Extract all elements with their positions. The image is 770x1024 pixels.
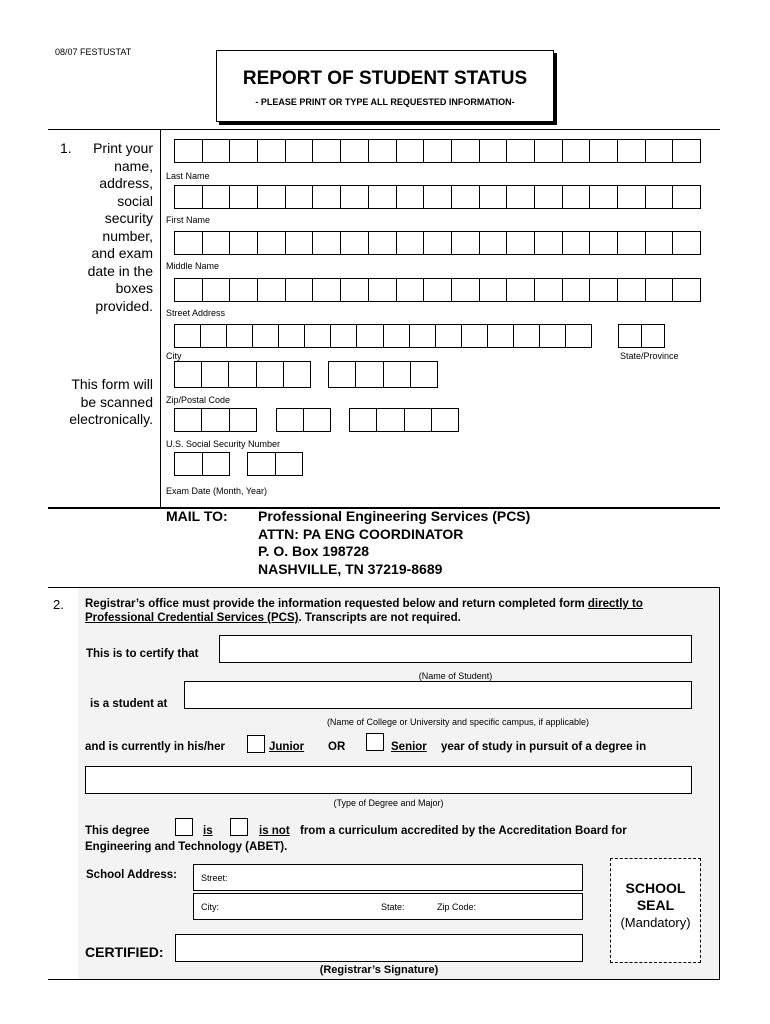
character-box[interactable]: [535, 232, 563, 254]
character-box[interactable]: [253, 325, 279, 347]
instruction-line: social: [117, 192, 153, 209]
character-box[interactable]: [673, 140, 700, 162]
character-box[interactable]: [202, 362, 229, 387]
intro-transcripts: . Transcripts are not required.: [298, 612, 461, 624]
character-box[interactable]: [673, 232, 700, 254]
character-box[interactable]: [203, 453, 230, 475]
intro-directly: directly to: [587, 598, 643, 610]
character-box[interactable]: [377, 409, 404, 431]
character-box[interactable]: [642, 325, 664, 347]
mail-line: ATTN: PA ENG COORDINATOR: [258, 525, 464, 542]
mail-line: NASHVILLE, TN 37219-8689: [258, 560, 443, 577]
character-box[interactable]: [202, 409, 229, 431]
character-box[interactable]: [646, 140, 674, 162]
page-subtitle: - PLEASE PRINT OR TYPE ALL REQUESTED INFORMATION-: [255, 97, 515, 107]
street-label: Street:: [201, 873, 228, 883]
character-box[interactable]: [276, 453, 303, 475]
is-not-label: is not: [259, 825, 290, 837]
is-label: is: [203, 825, 213, 837]
character-box[interactable]: [397, 186, 425, 208]
street-address-boxes[interactable]: [174, 278, 701, 302]
instruction-line: security: [104, 210, 153, 226]
character-box[interactable]: [452, 186, 480, 208]
character-box[interactable]: [369, 232, 397, 254]
intro-text: Registrar’s office must provide the information requested below and return completed form: [85, 598, 588, 610]
character-box[interactable]: [341, 140, 369, 162]
character-box[interactable]: [175, 453, 203, 475]
ssn-boxes-part1[interactable]: [174, 408, 257, 432]
character-box[interactable]: [507, 140, 535, 162]
character-box[interactable]: [313, 232, 341, 254]
character-box[interactable]: [203, 186, 231, 208]
character-box[interactable]: [480, 186, 508, 208]
exam-year-boxes[interactable]: [247, 452, 303, 476]
character-box[interactable]: [230, 279, 258, 301]
character-box[interactable]: [356, 362, 383, 387]
character-box[interactable]: [175, 409, 202, 431]
currently-text: and is currently in his/her: [85, 741, 225, 753]
character-box[interactable]: [279, 325, 305, 347]
degree-this-text: This degree: [85, 825, 150, 837]
school-street-field[interactable]: [193, 864, 583, 891]
character-box[interactable]: [646, 186, 674, 208]
seal-line2: SEAL: [636, 897, 675, 913]
character-box[interactable]: [313, 140, 341, 162]
character-box[interactable]: [424, 186, 452, 208]
exam-date-label: Exam Date (Month, Year): [166, 486, 268, 496]
abet-line1: from a curriculum accredited by the Accreditation Board for: [300, 825, 627, 837]
section2-intro: [85, 597, 715, 625]
character-box[interactable]: [357, 325, 383, 347]
character-box[interactable]: [304, 409, 330, 431]
character-box[interactable]: [480, 232, 508, 254]
character-box[interactable]: [563, 140, 591, 162]
character-box[interactable]: [201, 325, 227, 347]
character-box[interactable]: [230, 186, 258, 208]
senior-label: Senior: [391, 741, 427, 753]
character-box[interactable]: [590, 140, 618, 162]
character-box[interactable]: [590, 279, 618, 301]
abet-line2: Engineering and Technology (ABET).: [85, 841, 288, 853]
ssn-label: U.S. Social Security Number: [166, 439, 281, 449]
character-box[interactable]: [619, 325, 642, 347]
character-box[interactable]: [646, 279, 674, 301]
character-box[interactable]: [203, 140, 231, 162]
exam-month-boxes[interactable]: [174, 452, 230, 476]
zip-field-label: Zip Code:: [437, 902, 477, 912]
character-box[interactable]: [480, 279, 508, 301]
character-box[interactable]: [535, 140, 563, 162]
character-box[interactable]: [258, 186, 286, 208]
instruction-line: and exam: [91, 245, 153, 261]
character-box[interactable]: [384, 362, 411, 387]
certify-label: This is to certify that: [86, 648, 199, 660]
character-box[interactable]: [277, 409, 304, 431]
scan-note: [40, 376, 153, 436]
city-label: City: [166, 351, 182, 361]
registrar-signature-field[interactable]: [175, 934, 583, 962]
is-checkbox[interactable]: [175, 818, 193, 836]
zip-boxes-part1[interactable]: [174, 361, 311, 388]
character-box[interactable]: [175, 186, 203, 208]
character-box[interactable]: [673, 186, 700, 208]
character-box[interactable]: [175, 279, 203, 301]
character-box[interactable]: [535, 279, 563, 301]
street-address-label: Street Address: [166, 308, 226, 318]
character-box[interactable]: [563, 232, 591, 254]
section2-number: 2.: [53, 597, 64, 612]
year-text: year of study in pursuit of a degree in: [441, 741, 647, 753]
character-box[interactable]: [507, 279, 535, 301]
character-box[interactable]: [203, 279, 231, 301]
character-box[interactable]: [258, 279, 286, 301]
character-box[interactable]: [673, 279, 700, 301]
certified-label: CERTIFIED:: [85, 944, 164, 960]
character-box[interactable]: [341, 186, 369, 208]
ssn-boxes-part2[interactable]: [276, 408, 331, 432]
college-caption: (Name of College or University and specific campus, if applicable): [326, 717, 590, 727]
character-box[interactable]: [397, 279, 425, 301]
section1-instructions: [60, 140, 153, 340]
seal-line1: SCHOOL: [625, 880, 686, 896]
character-box[interactable]: [248, 453, 276, 475]
seal-line3: (Mandatory): [620, 915, 691, 930]
character-box[interactable]: [397, 232, 425, 254]
page-title: REPORT OF STUDENT STATUS: [242, 68, 528, 89]
character-box[interactable]: [384, 325, 410, 347]
instruction-line: provided.: [95, 297, 153, 314]
character-box[interactable]: [350, 409, 377, 431]
instruction-line: Print your: [93, 140, 153, 156]
scan-note-line: electronically.: [69, 411, 153, 427]
section1-divider: [160, 129, 161, 507]
character-box[interactable]: [341, 279, 369, 301]
state-boxes[interactable]: [618, 324, 665, 348]
section2-gutter: [48, 587, 78, 980]
character-box[interactable]: [286, 140, 314, 162]
city-boxes[interactable]: [174, 324, 592, 348]
middle-name-label: Middle Name: [166, 261, 220, 271]
senior-checkbox[interactable]: [366, 733, 384, 751]
character-box[interactable]: [369, 279, 397, 301]
character-box[interactable]: [618, 186, 646, 208]
character-box[interactable]: [331, 325, 357, 347]
character-box[interactable]: [566, 325, 591, 347]
character-box[interactable]: [341, 232, 369, 254]
signature-caption: (Registrar’s Signature): [319, 964, 439, 976]
character-box[interactable]: [424, 140, 452, 162]
character-box[interactable]: [203, 232, 231, 254]
character-box[interactable]: [590, 186, 618, 208]
character-box[interactable]: [618, 140, 646, 162]
degree-field[interactable]: [85, 766, 692, 794]
character-box[interactable]: [452, 279, 480, 301]
character-box[interactable]: [405, 409, 432, 431]
character-box[interactable]: [563, 186, 591, 208]
character-box[interactable]: [590, 232, 618, 254]
character-box[interactable]: [175, 362, 202, 387]
student-name-caption: (Name of Student): [418, 671, 493, 681]
character-box[interactable]: [410, 325, 436, 347]
character-box[interactable]: [397, 140, 425, 162]
school-address-label: School Address:: [86, 869, 177, 881]
character-box[interactable]: [424, 279, 452, 301]
character-box[interactable]: [230, 232, 258, 254]
character-box[interactable]: [257, 362, 284, 387]
instruction-line: address,: [99, 175, 153, 191]
character-box[interactable]: [618, 279, 646, 301]
character-box[interactable]: [462, 325, 488, 347]
header-box: [216, 50, 554, 122]
character-box[interactable]: [230, 140, 258, 162]
character-box[interactable]: [514, 325, 540, 347]
school-seal-box: [610, 858, 701, 963]
school-city-field[interactable]: [193, 893, 583, 920]
form-code: 08/07 FESTUSTAT: [55, 47, 132, 57]
character-box[interactable]: [488, 325, 514, 347]
instruction-line: number,: [102, 227, 153, 244]
city-field-label: City:: [201, 902, 219, 912]
instruction-line: date in the: [87, 262, 153, 279]
student-name-field[interactable]: [219, 635, 692, 663]
degree-caption: (Type of Degree and Major): [333, 798, 444, 808]
intro-pcs: Professional Credential Services (PCS): [85, 612, 299, 624]
character-box[interactable]: [286, 279, 314, 301]
character-box[interactable]: [305, 325, 331, 347]
character-box[interactable]: [258, 232, 286, 254]
character-box[interactable]: [227, 325, 253, 347]
section1-number: 1.: [60, 140, 72, 156]
character-box[interactable]: [175, 325, 201, 347]
instruction-line: name,: [114, 157, 153, 174]
first-name-label: First Name: [166, 215, 211, 225]
junior-checkbox[interactable]: [247, 735, 265, 753]
mail-line: Professional Engineering Services (PCS): [258, 508, 531, 524]
mail-to-label: MAIL TO:: [166, 508, 228, 524]
ssn-boxes-part3[interactable]: [349, 408, 459, 432]
state-label: State/Province: [620, 351, 679, 361]
character-box[interactable]: [563, 279, 591, 301]
college-field[interactable]: [184, 681, 692, 709]
character-box[interactable]: [313, 186, 341, 208]
character-box[interactable]: [286, 186, 314, 208]
section1-top-rule: [48, 129, 720, 130]
character-box[interactable]: [369, 186, 397, 208]
instruction-line: boxes: [115, 280, 153, 296]
character-box[interactable]: [230, 409, 256, 431]
is-not-checkbox[interactable]: [230, 818, 248, 836]
character-box[interactable]: [452, 232, 480, 254]
state-field-label: State:: [381, 902, 405, 912]
character-box[interactable]: [480, 140, 508, 162]
scan-note-line: This form will: [71, 376, 153, 392]
character-box[interactable]: [284, 362, 310, 387]
character-box[interactable]: [329, 362, 356, 387]
character-box[interactable]: [175, 232, 203, 254]
last-name-label: Last Name: [166, 171, 210, 181]
character-box[interactable]: [411, 362, 437, 387]
character-box[interactable]: [540, 325, 566, 347]
character-box[interactable]: [229, 362, 256, 387]
student-at-label: is a student at: [90, 698, 168, 710]
character-box[interactable]: [436, 325, 462, 347]
last-name-boxes[interactable]: [174, 139, 701, 163]
scan-note-line: be scanned: [80, 393, 153, 410]
mail-line: P. O. Box 198728: [258, 543, 370, 559]
character-box[interactable]: [175, 140, 203, 162]
zip-label: Zip/Postal Code: [166, 395, 231, 405]
mail-address: [258, 508, 530, 578]
junior-label: Junior: [269, 741, 305, 753]
character-box[interactable]: [507, 186, 535, 208]
first-name-boxes[interactable]: [174, 185, 701, 209]
character-box[interactable]: [646, 232, 674, 254]
character-box[interactable]: [618, 232, 646, 254]
character-box[interactable]: [432, 409, 458, 431]
zip-boxes-part2[interactable]: [328, 361, 438, 388]
character-box[interactable]: [424, 232, 452, 254]
character-box[interactable]: [258, 140, 286, 162]
character-box[interactable]: [535, 186, 563, 208]
character-box[interactable]: [369, 140, 397, 162]
character-box[interactable]: [313, 279, 341, 301]
character-box[interactable]: [507, 232, 535, 254]
character-box[interactable]: [452, 140, 480, 162]
or-text: OR: [328, 741, 346, 753]
middle-name-boxes[interactable]: [174, 231, 701, 255]
character-box[interactable]: [286, 232, 314, 254]
